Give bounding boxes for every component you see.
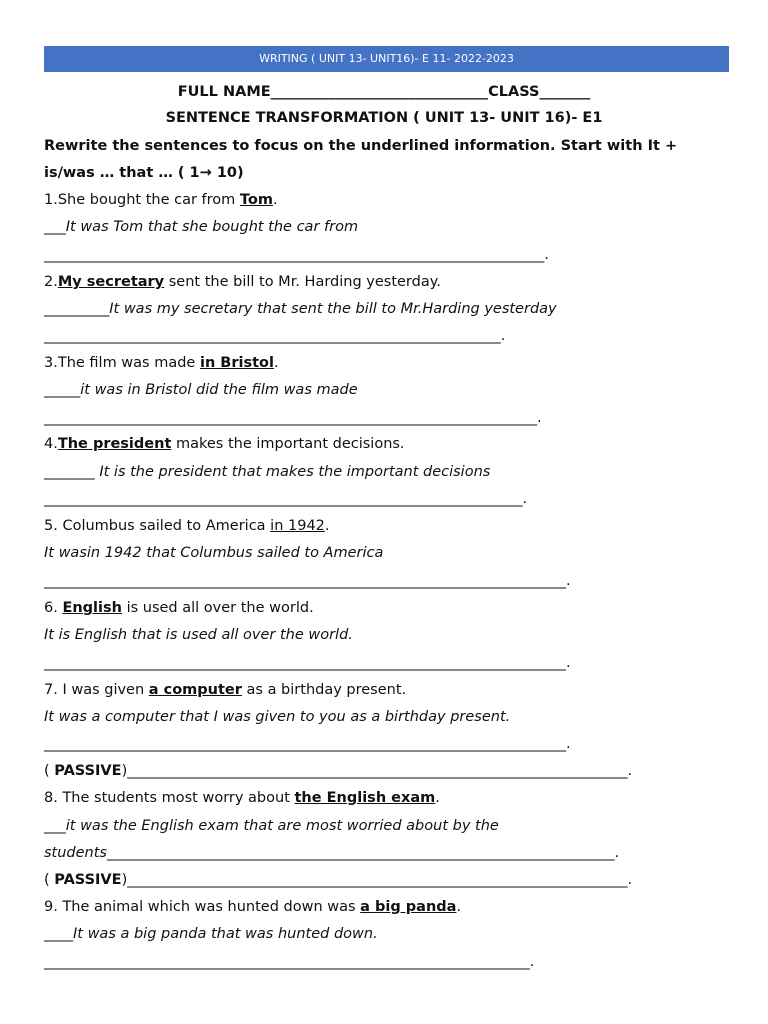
answer-9 (44, 924, 378, 944)
answer-1-text: It was Tom that she bought the car from (65, 219, 359, 235)
q3-underlined: in Bristol (199, 355, 274, 371)
question-5 (44, 516, 330, 536)
q9-text-post: . (456, 899, 462, 915)
answer-4 (44, 462, 490, 482)
question-7 (44, 680, 406, 700)
question-1 (44, 190, 278, 210)
answer-9-prefix: ____ (44, 926, 73, 942)
q6-text-post: is used all over the world. (121, 600, 314, 616)
answer-line-7: ________________________________________________________________________. (44, 736, 571, 752)
answer-4-prefix: _______ (44, 464, 100, 480)
question-8 (44, 788, 440, 808)
answer-line-2: _______________________________________________________________. (44, 328, 506, 344)
q9-underlined: a big panda (360, 899, 457, 915)
q2-text-pre: 2. (44, 274, 58, 290)
answer-8 (44, 816, 499, 836)
q6-text-pre: 6. (44, 600, 63, 616)
answer-line-1: _____________________________________________________________________. (44, 247, 549, 263)
q3-text-post: . (273, 355, 279, 371)
answer-line-4: __________________________________________________________________. (44, 491, 528, 507)
q7-text-pre: 7. I was given (44, 682, 149, 698)
q2-underlined: My secretary (57, 274, 165, 290)
answer-8-cont (44, 843, 619, 863)
q5-underlined: in 1942 (270, 518, 325, 534)
answer-1-prefix: ___ (44, 219, 66, 235)
answer-5-text: It wasin 1942 that Columbus sailed to America (44, 545, 384, 561)
q5-text-post: . (324, 518, 330, 534)
passive-line-8 (44, 870, 632, 890)
q8-text-pre: 8. The students most worry about (44, 790, 295, 806)
q4-text-post: makes the important decisions. (171, 436, 405, 452)
question-4 (44, 434, 405, 454)
passive-8-open: ( (44, 872, 55, 888)
question-9 (44, 897, 461, 917)
answer-4-text: It is the president that makes the important decisions (99, 464, 491, 480)
q7-underlined: a computer (148, 682, 242, 698)
answer-8-prefix: ___ (44, 818, 66, 834)
answer-2-prefix: _________ (44, 301, 110, 317)
question-3 (44, 353, 279, 373)
answer-line-5: ________________________________________________________________________. (44, 573, 571, 589)
q9-text-pre: 9. The animal which was hunted down was (44, 899, 361, 915)
passive-7-open: ( (44, 763, 55, 779)
q4-underlined: The president (57, 436, 172, 452)
answer-3-text: it was in Bristol did the film was made (80, 382, 358, 398)
q1-text-pre: 1.She bought the car from (44, 192, 240, 208)
passive-7-label: PASSIVE (54, 763, 122, 779)
answer-2 (44, 299, 557, 319)
answer-9-text: It was a big panda that was hunted down. (73, 926, 378, 942)
question-2 (44, 272, 441, 292)
q1-text-post: . (272, 192, 278, 208)
answer-line-6: ________________________________________________________________________. (44, 655, 571, 671)
q3-text-pre: 3.The film was made (44, 355, 200, 371)
instructions-line-2: is/was … that … ( 1→ 10) (44, 165, 244, 181)
answer-8-text-cont: students (44, 845, 107, 861)
name-class-line: FULL NAME______________________________CLASS_______ (177, 84, 591, 100)
question-6 (44, 598, 314, 618)
q7-text-post: as a birthday present. (241, 682, 407, 698)
answer-1 (44, 217, 358, 237)
answer-2-text: It was my secretary that sent the bill to Mr.Harding yesterday (109, 301, 557, 317)
answer-6-text: It is English that is used all over the world. (44, 627, 353, 643)
header-banner: WRITING ( UNIT 13- UNIT16)- E 11- 2022-2023 (44, 46, 729, 72)
passive-8-rest: )_____________________________________________________________________. (121, 872, 633, 888)
worksheet-subtitle: SENTENCE TRANSFORMATION ( UNIT 13- UNIT 16)- E1 (165, 110, 603, 126)
instructions-line-1: Rewrite the sentences to focus on the underlined information. Start with It + (44, 138, 678, 154)
answer-7-text: It was a computer that I was given to you as a birthday present. (44, 709, 511, 725)
q2-text-post: sent the bill to Mr. Harding yesterday. (164, 274, 441, 290)
q4-text-pre: 4. (44, 436, 58, 452)
q8-underlined: the English exam (294, 790, 436, 806)
passive-8-label: PASSIVE (54, 872, 122, 888)
answer-3-prefix: _____ (44, 382, 81, 398)
q5-text-pre: 5. Columbus sailed to America (44, 518, 271, 534)
answer-line-8: ______________________________________________________________________. (106, 845, 620, 861)
answer-line-3: ____________________________________________________________________. (44, 410, 542, 426)
q1-underlined: Tom (239, 192, 273, 208)
answer-line-9: ___________________________________________________________________. (44, 954, 535, 970)
answer-3 (44, 380, 358, 400)
answer-8-text: it was the English exam that are most worried about by the (65, 818, 499, 834)
q8-text-post: . (435, 790, 440, 806)
passive-line-7 (44, 761, 632, 781)
q6-underlined: English (62, 600, 122, 616)
passive-7-rest: )_____________________________________________________________________. (121, 763, 633, 779)
